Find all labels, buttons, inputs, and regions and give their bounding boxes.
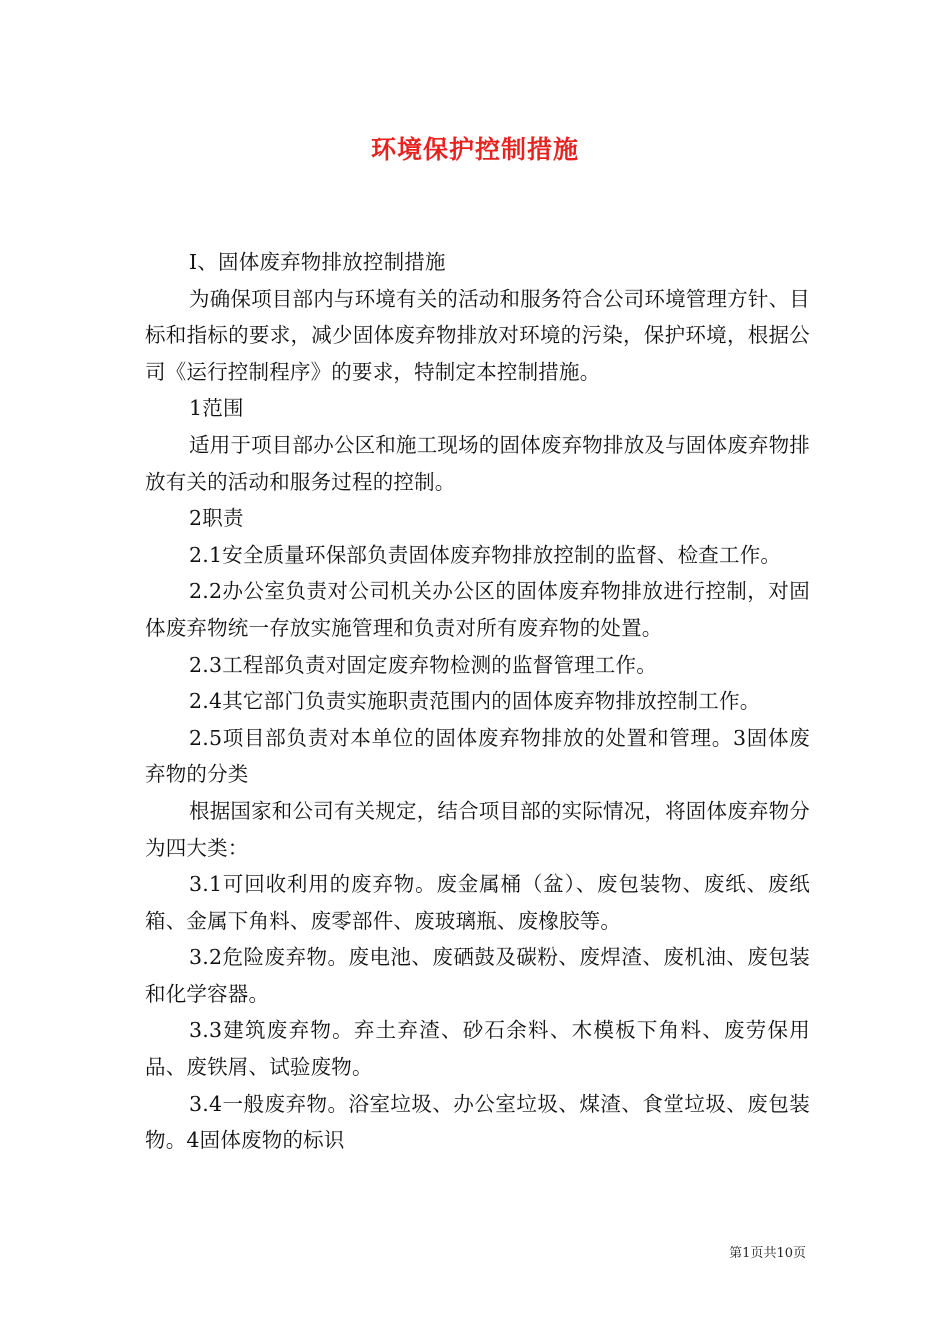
paragraph-class-3-2: 3.2危险废弃物。废电池、废硒鼓及碳粉、废焊渣、废机油、废包装和化学容器。 bbox=[145, 945, 810, 1006]
paragraph-duty-2-3: 2.3工程部负责对固定废弃物检测的监督管理工作。 bbox=[189, 652, 657, 677]
paragraph-class-3-3: 3.3建筑废弃物。弃土弃渣、砂石余料、木模板下角料、废劳保用品、废铁屑、试验废物。 bbox=[145, 1018, 810, 1080]
section-heading-solid-waste: Ⅰ、固体废弃物排放控制措施 bbox=[189, 250, 446, 274]
paragraph-duty-2-5: 2.5项目部负责对本单位的固体废弃物排放的处置和管理。3固体废弃物的分类 bbox=[145, 725, 810, 787]
document-title: 环境保护控制措施 bbox=[370, 135, 579, 164]
paragraph-scope: 适用于项目部办公区和施工现场的固体废弃物排放及与固体废弃物排放有关的活动和服务过程的控制。 bbox=[145, 432, 810, 494]
paragraph-duty-2-4: 2.4其它部门负责实施职责范围内的固体废弃物排放控制工作。 bbox=[189, 689, 761, 714]
page-number-footer: 第1页共10页 bbox=[729, 1246, 806, 1261]
section-heading-scope: 1范围 bbox=[189, 396, 244, 421]
document-body bbox=[145, 244, 810, 1159]
paragraph-purpose: 为确保项目部内与环境有关的活动和服务符合公司环境管理方针、目标和指标的要求，减少固体废弃物排放对环境的污染，保护环境，根据公司《运行控制程序》的要求，特制定本控制措施。 bbox=[145, 286, 810, 384]
section-heading-duties: 2职责 bbox=[189, 506, 244, 531]
paragraph-duty-2-2: 2.2办公室负责对公司机关办公区的固体废弃物排放进行控制，对固体废弃物统一存放实施管理和负责对所有废弃物的处置。 bbox=[145, 579, 810, 640]
paragraph-classification: 根据国家和公司有关规定，结合项目部的实际情况，将固体废弃物分为四大类： bbox=[145, 798, 810, 860]
paragraph-class-3-1: 3.1可回收利用的废弃物。废金属桶（盆）、废包装物、废纸、废纸箱、金属下角料、废零部件、废玻璃瓶、废橡胶等。 bbox=[145, 872, 810, 933]
paragraph-duty-2-1: 2.1安全质量环保部负责固体废弃物排放控制的监督、检查工作。 bbox=[189, 542, 782, 567]
paragraph-class-3-4: 3.4一般废弃物。浴室垃圾、办公室垃圾、煤渣、食堂垃圾、废包装物。4固体废物的标识 bbox=[145, 1091, 810, 1153]
